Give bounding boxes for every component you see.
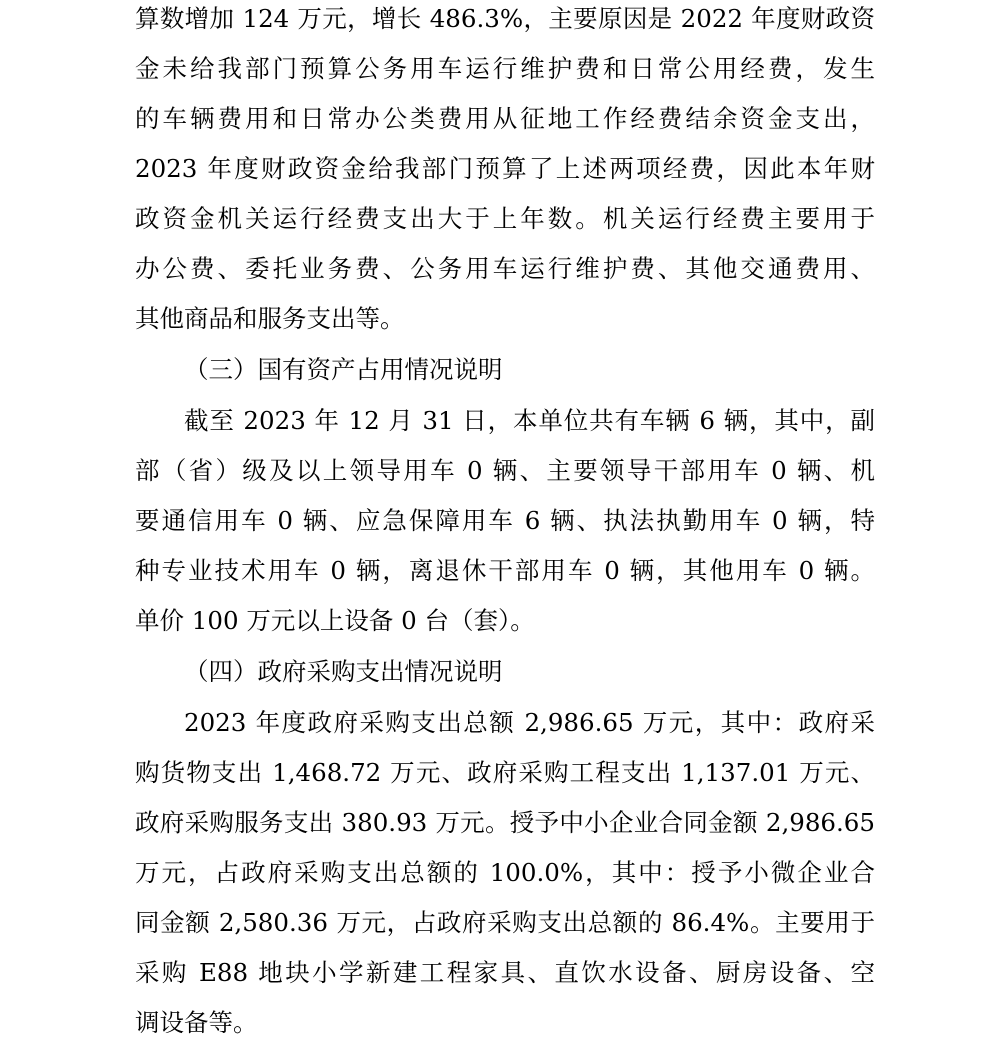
paragraph-line: 同金额 2,580.36 万元，占政府采购支出总额的 86.4%。主要用于 [135, 908, 875, 937]
paragraph-line: 金未给我部门预算公务用车运行维护费和日常公用经费，发生 [135, 54, 875, 83]
paragraph-line: 政资金机关运行经费支出大于上年数。机关运行经费主要用于 [135, 204, 875, 233]
paragraph-line: 单价 100 万元以上设备 0 台（套）。 [135, 606, 535, 635]
paragraph-line: 的车辆费用和日常办公类费用从征地工作经费结余资金支出， [135, 104, 875, 133]
paragraph-line: 2023 年度财政资金给我部门预算了上述两项经费，因此本年财 [135, 154, 875, 183]
paragraph-line: 政府采购服务支出 380.93 万元。授予中小企业合同金额 2,986.65 [135, 808, 875, 837]
paragraph-line: 万元，占政府采购支出总额的 100.0%，其中：授予小微企业合 [135, 858, 875, 887]
paragraph-line: 部（省）级及以上领导用车 0 辆、主要领导干部用车 0 辆、机 [135, 456, 875, 485]
paragraph-line: 算数增加 124 万元，增长 486.3%，主要原因是 2022 年度财政资 [135, 4, 875, 33]
section-heading-procurement: （四）政府采购支出情况说明 [184, 657, 503, 686]
paragraph-line: 其他商品和服务支出等。 [135, 304, 405, 333]
paragraph-line: 截至 2023 年 12 月 31 日，本单位共有车辆 6 辆，其中，副 [184, 406, 875, 435]
paragraph-line: 调设备等。 [135, 1008, 258, 1037]
paragraph-line: 采购 E88 地块小学新建工程家具、直饮水设备、厨房设备、空 [135, 958, 875, 987]
paragraph-line: 办公费、委托业务费、公务用车运行维护费、其他交通费用、 [135, 254, 875, 283]
paragraph-line: 购货物支出 1,468.72 万元、政府采购工程支出 1,137.01 万元、 [135, 758, 875, 787]
paragraph-line: 2023 年度政府采购支出总额 2,986.65 万元，其中：政府采 [184, 708, 875, 737]
paragraph-line: 要通信用车 0 辆、应急保障用车 6 辆、执法执勤用车 0 辆，特 [135, 506, 875, 535]
section-heading-assets: （三）国有资产占用情况说明 [184, 355, 503, 384]
paragraph-line: 种专业技术用车 0 辆，离退休干部用车 0 辆，其他用车 0 辆。 [135, 556, 875, 585]
